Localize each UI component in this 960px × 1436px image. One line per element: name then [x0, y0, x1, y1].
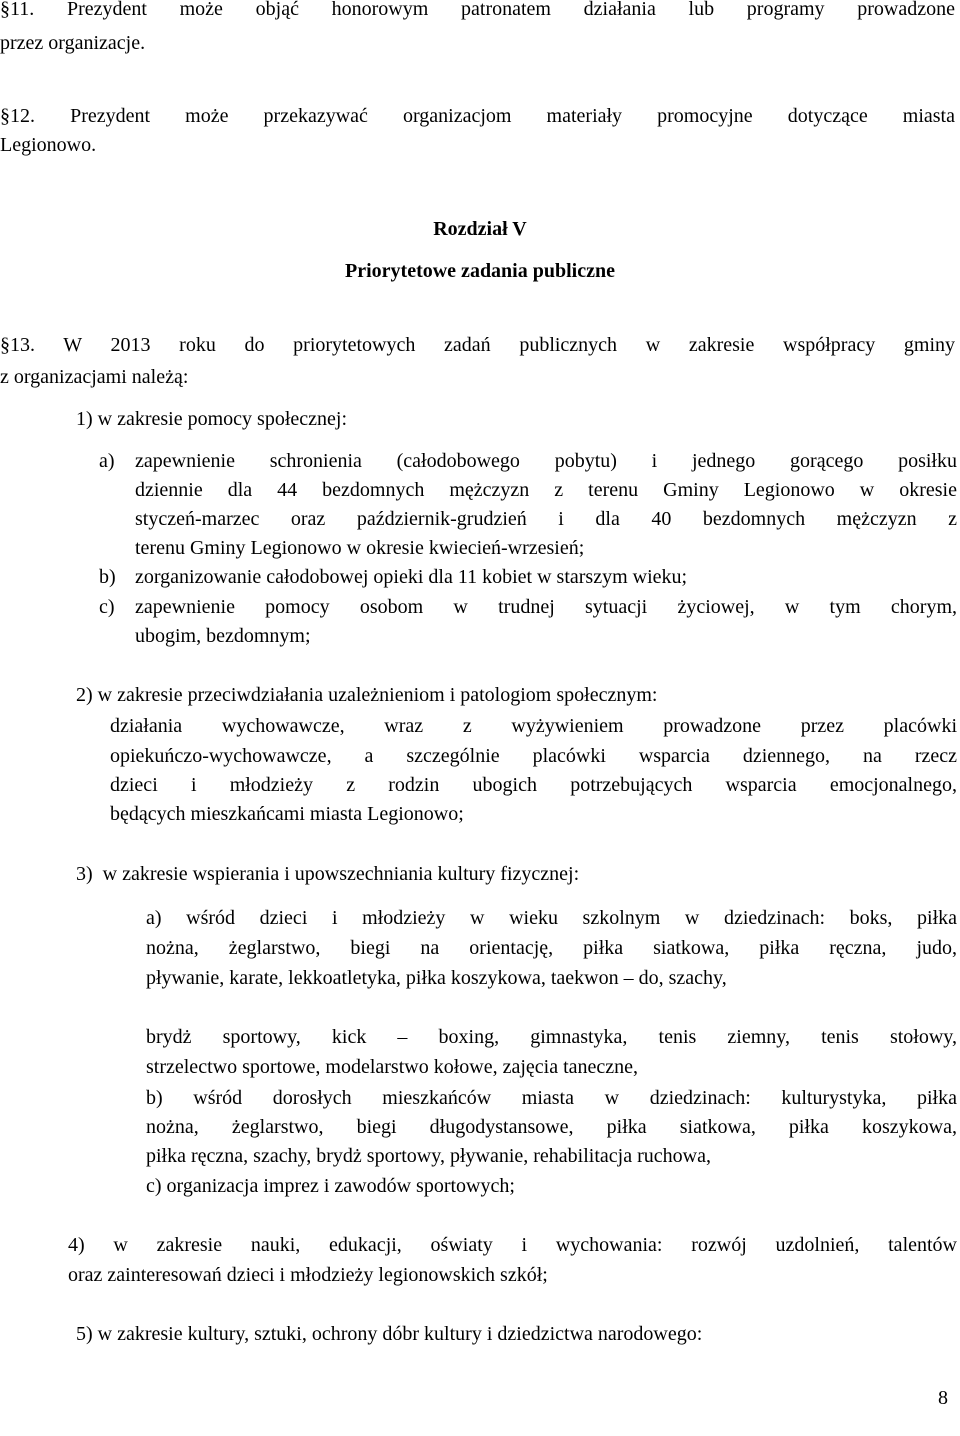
section-1-a-label: a): [99, 450, 115, 472]
section-3-b-line-3: piłka ręczna, szachy, brydż sportowy, pływanie, rehabilitacja ruchowa,: [146, 1145, 711, 1167]
section-1-a-line-3: styczeń-marzec oraz październik-grudzień i dla 40 bezdomnych mężczyzn z: [135, 508, 957, 530]
section-1-c-line-2: ubogim, bezdomnym;: [135, 625, 311, 647]
section-4-line-1: 4) w zakresie nauki, edukacji, oświaty i wychowania: rozwój uzdolnień, talentów: [68, 1234, 957, 1256]
section-1-heading: 1) w zakresie pomocy społecznej:: [76, 408, 348, 430]
section-4-line-2: oraz zainteresowań dzieci i młodzieży legionowskich szkół;: [68, 1264, 548, 1286]
paragraph-12-line-2: Legionowo.: [0, 134, 97, 156]
page-number: 8: [938, 1387, 948, 1409]
section-1-a-line-1: zapewnienie schronienia (całodobowego pobytu) i jednego gorącego posiłku: [135, 450, 957, 472]
section-3-a-line-2: nożna, żeglarstwo, biegi na orientację, piłka siatkowa, piłka ręczna, judo,: [146, 937, 957, 959]
section-2-line-3: dzieci i młodzieży z rodzin ubogich potrzebujących wsparcia emocjonalnego,: [110, 774, 957, 796]
section-1-b-text: zorganizowanie całodobowej opieki dla 11 kobiet w starszym wieku;: [135, 566, 688, 588]
section-3-a-cont-line-2: strzelectwo sportowe, modelarstwo kołowe, zajęcia taneczne,: [146, 1056, 639, 1078]
chapter-number: Rozdział V: [433, 218, 527, 240]
section-2-line-1: działania wychowawcze, wraz z wyżywieniem prowadzone przez placówki: [110, 715, 957, 737]
section-1-a-line-2: dziennie dla 44 bezdomnych mężczyzn z terenu Gminy Legionowo w okresie: [135, 479, 957, 501]
section-3-a-line-3: pływanie, karate, lekkoatletyka, piłka koszykowa, taekwon – do, szachy,: [146, 967, 727, 989]
section-3-b-line-1: b) wśród dorosłych mieszkańców miasta w dziedzinach: kulturystyka, piłka: [146, 1087, 957, 1109]
section-1-c-line-1: zapewnienie pomocy osobom w trudnej sytuacji życiowej, w tym chorym,: [135, 596, 957, 618]
section-5-line-1: 5) w zakresie kultury, sztuki, ochrony dóbr kultury i dziedzictwa narodowego:: [76, 1323, 703, 1345]
chapter-title: Priorytetowe zadania publiczne: [345, 260, 615, 282]
section-2-line-4: będących mieszkańcami miasta Legionowo;: [110, 803, 464, 825]
section-3-heading: 3) w zakresie wspierania i upowszechniania kultury fizycznej:: [76, 863, 580, 885]
section-2-line-2: opiekuńczo-wychowawcze, a szczególnie placówki wsparcia dziennego, na rzecz: [110, 745, 957, 767]
paragraph-12-line-1: §12. Prezydent może przekazywać organizacjom materiały promocyjne dotyczące miasta: [0, 105, 955, 127]
section-1-a-line-4: terenu Gminy Legionowo w okresie kwiecień-wrzesień;: [135, 537, 585, 559]
paragraph-13-line-1: §13. W 2013 roku do priorytetowych zadań publicznych w zakresie współpracy gminy: [0, 334, 955, 356]
section-1-c-label: c): [99, 596, 115, 618]
section-3-c-line: c) organizacja imprez i zawodów sportowych;: [146, 1175, 515, 1197]
paragraph-13-line-2: z organizacjami należą:: [0, 366, 189, 388]
paragraph-11-line-1: §11. Prezydent może objąć honorowym patronatem działania lub programy prowadzone: [0, 0, 955, 20]
section-3-b-line-2: nożna, żeglarstwo, biegi długodystansowe, piłka siatkowa, piłka koszykowa,: [146, 1116, 957, 1138]
section-2-heading: 2) w zakresie przeciwdziałania uzależnieniom i patologiom społecznym:: [76, 684, 658, 706]
section-3-a-cont-line-1: brydż sportowy, kick – boxing, gimnastyka, tenis ziemny, tenis stołowy,: [146, 1026, 957, 1048]
section-1-b-label: b): [99, 566, 116, 588]
paragraph-11-line-2: przez organizacje.: [0, 32, 146, 54]
section-3-a-line-1: a) wśród dzieci i młodzieży w wieku szkolnym w dziedzinach: boks, piłka: [146, 907, 957, 929]
